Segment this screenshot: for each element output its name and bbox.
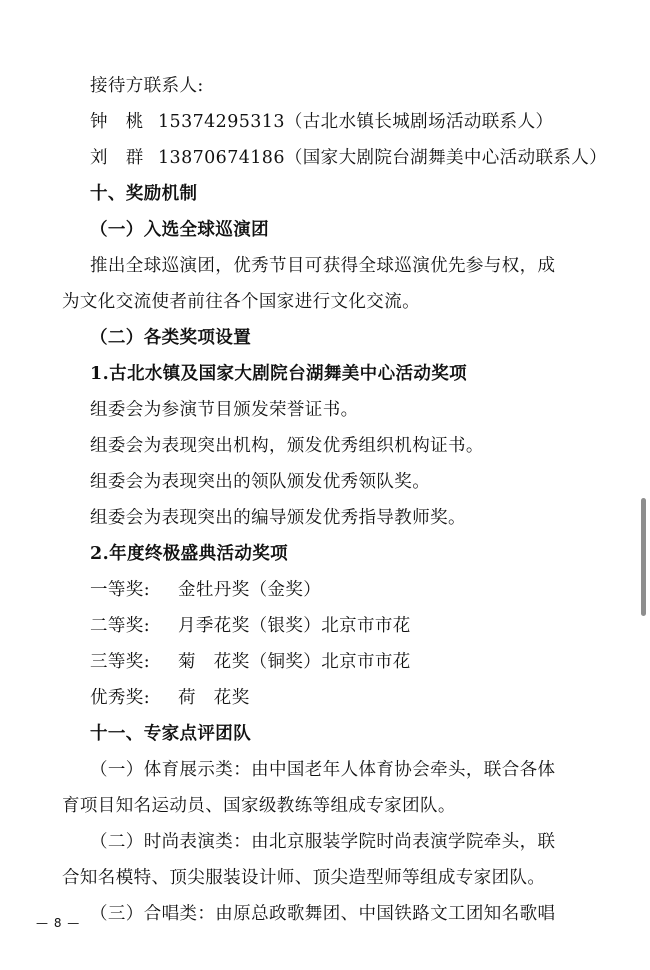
- paragraph-line: 推出全球巡演团，优秀节目可获得全球巡演优先参与权，成: [90, 256, 556, 276]
- subsection-heading: （一）入选全球巡演团: [90, 220, 269, 240]
- award-name: 菊 花奖（铜奖）: [178, 652, 322, 672]
- subsection-heading: （二）各类奖项设置: [90, 328, 252, 348]
- award-row: [90, 578, 321, 602]
- contact-name: 钟 桃: [90, 112, 144, 132]
- item-heading: 2.年度终极盛典活动奖项: [90, 544, 289, 564]
- contact-detail: 15374295313（古北水镇长城剧场活动联系人）: [158, 112, 554, 132]
- contacts-header: 接待方联系人:: [90, 76, 204, 96]
- paragraph-line: 育项目知名运动员、国家级教练等组成专家团队。: [62, 796, 456, 816]
- paragraph-line: （二）时尚表演类：由北京服装学院时尚表演学院牵头，联: [90, 832, 556, 852]
- award-row: [90, 650, 411, 674]
- paragraph-line: 组委会为表现突出的编导颁发优秀指导教师奖。: [90, 508, 466, 528]
- award-name: 金牡丹奖（金奖）: [178, 580, 322, 600]
- item-heading: 1.古北水镇及国家大剧院台湖舞美中心活动奖项: [90, 364, 468, 384]
- paragraph-line: （三）合唱类：由原总政歌舞团、中国铁路文工团知名歌唱: [90, 904, 556, 924]
- award-label: 三等奖:: [90, 652, 150, 672]
- paragraph-line: （一）体育展示类：由中国老年人体育协会牵头，联合各体: [90, 760, 556, 780]
- award-extra: 北京市市花: [321, 616, 411, 636]
- award-name: 荷 花奖: [178, 688, 250, 708]
- award-label: 一等奖:: [90, 580, 150, 600]
- paragraph-line: 组委会为表现突出机构，颁发优秀组织机构证书。: [90, 436, 484, 456]
- section-11-heading: 十一、专家点评团队: [90, 724, 252, 744]
- page-number: — 8 —: [36, 916, 81, 930]
- award-label: 优秀奖:: [90, 688, 150, 708]
- award-name: 月季花奖（银奖）: [178, 616, 322, 636]
- section-10-heading: 十、奖励机制: [90, 184, 198, 204]
- contact-detail: 13870674186（国家大剧院台湖舞美中心活动联系人）: [158, 148, 608, 168]
- paragraph-line: 组委会为参演节目颁发荣誉证书。: [90, 400, 359, 420]
- vertical-scrollbar[interactable]: [641, 498, 646, 616]
- paragraph-line: 合知名模特、顶尖服装设计师、顶尖造型师等组成专家团队。: [62, 868, 546, 888]
- paragraph-line: 组委会为表现突出的领队颁发优秀领队奖。: [90, 472, 431, 492]
- award-row: [90, 686, 250, 710]
- award-row: [90, 614, 411, 638]
- contact-row: [90, 110, 553, 134]
- paragraph-line: 为文化交流使者前往各个国家进行文化交流。: [62, 292, 420, 312]
- award-extra: 北京市市花: [321, 652, 411, 672]
- contact-name: 刘 群: [90, 148, 144, 168]
- contact-row: [90, 146, 607, 170]
- award-label: 二等奖:: [90, 616, 150, 636]
